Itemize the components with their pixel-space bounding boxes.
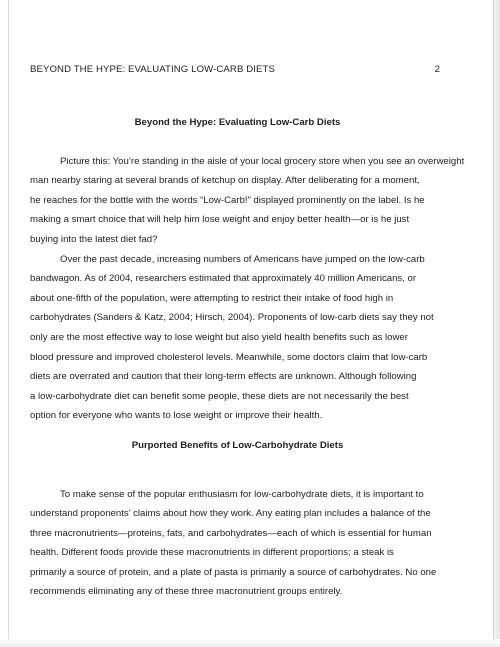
page-edge-left — [8, 0, 9, 647]
document-body — [30, 113, 465, 602]
paragraph-line: about one-fifth of the population, were attempting to restrict their intake of food high in — [30, 292, 394, 304]
running-head — [30, 64, 440, 75]
paragraph-decade — [30, 250, 445, 426]
page-edge-shadow — [494, 0, 500, 647]
paragraph-line: Picture this: You’re standing in the aisle of your local grocery store when you see an overweight — [60, 155, 465, 167]
paragraph-line: option for everyone who wants to lose weight or improve their health. — [30, 410, 323, 422]
paragraph-line: man nearby staring at several brands of ketchup on display. After deliberating for a moment, — [30, 175, 420, 187]
paragraph-line: bandwagon. As of 2004, researchers estimated that approximately 40 million Americans, or — [30, 273, 417, 285]
paragraph-line: buying into the latest diet fad? — [30, 233, 158, 245]
paragraph-intro — [30, 152, 465, 250]
paragraph-line: primarily a source of protein, and a plate of pasta is primarily a source of carbohydrates. No one — [30, 566, 437, 578]
document-title: Beyond the Hype: Evaluating Low-Carb Diets — [134, 117, 341, 128]
paragraph-line: recommends eliminating any of these three macronutrient groups entirely. — [30, 586, 343, 598]
paragraph-line: understand proponents’ claims about how they work. Any eating plan includes a balance of the — [30, 508, 431, 520]
page-number: 2 — [434, 64, 440, 75]
running-head-title: BEYOND THE HYPE: EVALUATING LOW-CARB DIETS — [30, 64, 275, 75]
paragraph-line: Over the past decade, increasing numbers of Americans have jumped on the low-carb — [60, 253, 425, 265]
paragraph-line: blood pressure and improved cholesterol levels. Meanwhile, some doctors claim that low-carb — [30, 351, 428, 363]
paragraph-line: he reaches for the bottle with the words “Low-Carb!” displayed prominently on the label. Is he — [30, 194, 425, 206]
paragraph-line: carbohydrates (Sanders & Katz, 2004; Hirsch, 2004). Proponents of low-carb diets say they not — [30, 312, 434, 324]
paragraph-line: making a smart choice that will help him lose weight and enjoy better health—or is he just — [30, 214, 410, 226]
page-edge-bottom — [0, 639, 500, 647]
paragraph-line: diets are overrated and caution that their long-term effects are unknown. Although following — [30, 371, 417, 383]
paragraph-line: only are the most effective way to lose weight but also yield health benefits such as lower — [30, 331, 408, 343]
paragraph-benefits — [30, 485, 445, 603]
paragraph-line: three macronutrients—proteins, fats, and carbohydrates—each of which is essential for human — [30, 527, 432, 539]
paragraph-line: health. Different foods provide these macronutrients in different proportions; a steak is — [30, 547, 394, 559]
section-heading: Purported Benefits of Low-Carbohydrate Diets — [131, 439, 344, 451]
paragraph-line: To make sense of the popular enthusiasm for low-carbohydrate diets, it is important to — [60, 488, 424, 500]
paragraph-line: a low-carbohydrate diet can benefit some people, these diets are not necessarily the best — [30, 390, 409, 402]
